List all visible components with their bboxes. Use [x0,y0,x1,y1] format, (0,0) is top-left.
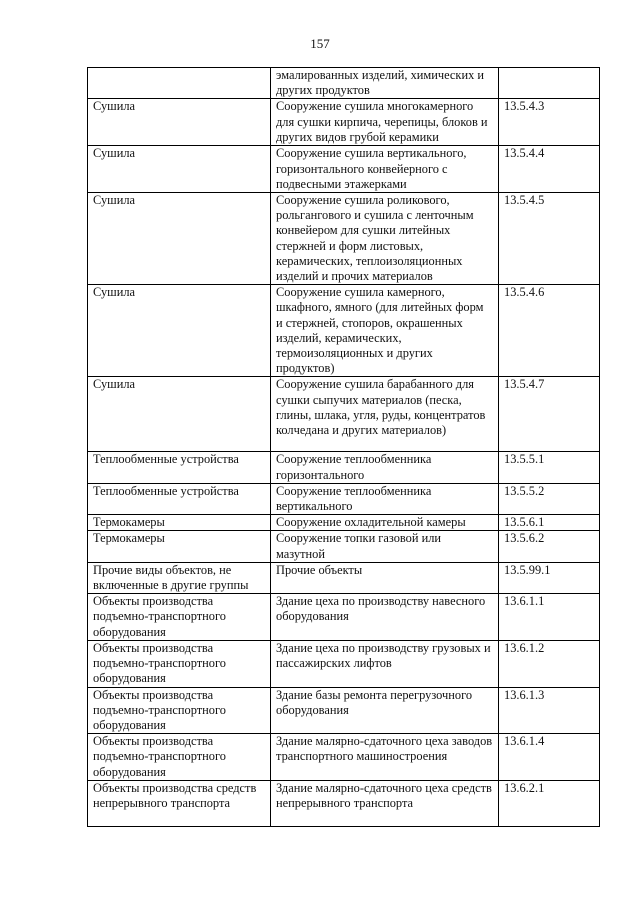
object-description-cell: Здание малярно-сдаточного цеха средств непрерывного транспорта [271,780,499,826]
object-type-cell: Теплообменные устройства [88,483,271,514]
object-code-cell: 13.5.4.3 [499,99,600,146]
object-type-cell: Объекты производства средств непрерывного транспорта [88,780,271,826]
object-type-cell: Сушила [88,377,271,452]
object-code-cell: 13.5.4.6 [499,285,600,377]
table-row [88,193,600,285]
object-description-cell: Сооружение сушила камерного, шкафного, ямного (для литейных форм и стержней, стопоров, окрашенных изделий, керамических, термоизоляционных и других продуктов) [271,285,499,377]
object-type-cell: Прочие виды объектов, не включенные в другие группы [88,562,271,593]
table-row [88,640,600,687]
object-description-cell: Сооружение топки газовой или мазутной [271,531,499,562]
classification-table [87,67,600,827]
object-description-cell: Сооружение сушила вертикального, горизонтального конвейерного с подвесными этажерками [271,146,499,193]
table-row [88,531,600,562]
object-description-cell: Здание цеха по производству навесного оборудования [271,594,499,641]
table-row [88,146,600,193]
object-type-cell: Объекты производства подъемно-транспортного оборудования [88,594,271,641]
object-code-cell: 13.5.5.2 [499,483,600,514]
object-code-cell: 13.6.1.4 [499,734,600,781]
object-description-cell: Сооружение охладительной камеры [271,515,499,531]
table-row [88,515,600,531]
table-row [88,687,600,734]
object-code-cell: 13.5.99.1 [499,562,600,593]
table-row [88,562,600,593]
object-description-cell: Здание цеха по производству грузовых и пассажирских лифтов [271,640,499,687]
table-row [88,594,600,641]
object-code-cell: 13.6.2.1 [499,780,600,826]
object-code-cell: 13.6.1.1 [499,594,600,641]
table-row [88,483,600,514]
object-type-cell: Сушила [88,99,271,146]
table-row [88,452,600,483]
object-code-cell: 13.6.1.2 [499,640,600,687]
object-description-cell: Сооружение теплообменника вертикального [271,483,499,514]
object-type-cell [88,68,271,99]
object-type-cell: Сушила [88,146,271,193]
object-code-cell: 13.6.1.3 [499,687,600,734]
object-type-cell: Термокамеры [88,515,271,531]
table-row [88,377,600,452]
object-description-cell: Здание малярно-сдаточного цеха заводов транспортного машиностроения [271,734,499,781]
object-description-cell: Прочие объекты [271,562,499,593]
object-code-cell: 13.5.6.2 [499,531,600,562]
object-code-cell: 13.5.4.4 [499,146,600,193]
object-code-cell: 13.5.4.5 [499,193,600,285]
object-description-cell: Здание базы ремонта перегрузочного оборудования [271,687,499,734]
object-type-cell: Теплообменные устройства [88,452,271,483]
object-description-cell: Сооружение сушила роликового, рольгангового и сушила с ленточным конвейером для сушки литейных стержней и форм листовых, керамических, теплоизоляционных изделий и прочих материалов [271,193,499,285]
table-row [88,99,600,146]
table-row [88,68,600,99]
object-code-cell [499,68,600,99]
object-description-cell: Сооружение теплообменника горизонтального [271,452,499,483]
object-type-cell: Термокамеры [88,531,271,562]
object-code-cell: 13.5.4.7 [499,377,600,452]
object-type-cell: Сушила [88,193,271,285]
object-type-cell: Объекты производства подъемно-транспортного оборудования [88,640,271,687]
object-description-cell: Сооружение сушила многокамерного для сушки кирпича, черепицы, блоков и других видов грубой керамики [271,99,499,146]
object-description-cell: Сооружение сушила барабанного для сушки сыпучих материалов (песка, глины, шлака, угля, руды, концентратов колчедана и других материалов) [271,377,499,452]
table-row [88,285,600,377]
object-type-cell: Сушила [88,285,271,377]
object-code-cell: 13.5.5.1 [499,452,600,483]
object-type-cell: Объекты производства подъемно-транспортного оборудования [88,687,271,734]
table-row [88,780,600,826]
page-number: 157 [310,36,330,51]
object-type-cell: Объекты производства подъемно-транспортного оборудования [88,734,271,781]
object-code-cell: 13.5.6.1 [499,515,600,531]
table-row [88,734,600,781]
object-description-cell: эмалированных изделий, химических и других продуктов [271,68,499,99]
